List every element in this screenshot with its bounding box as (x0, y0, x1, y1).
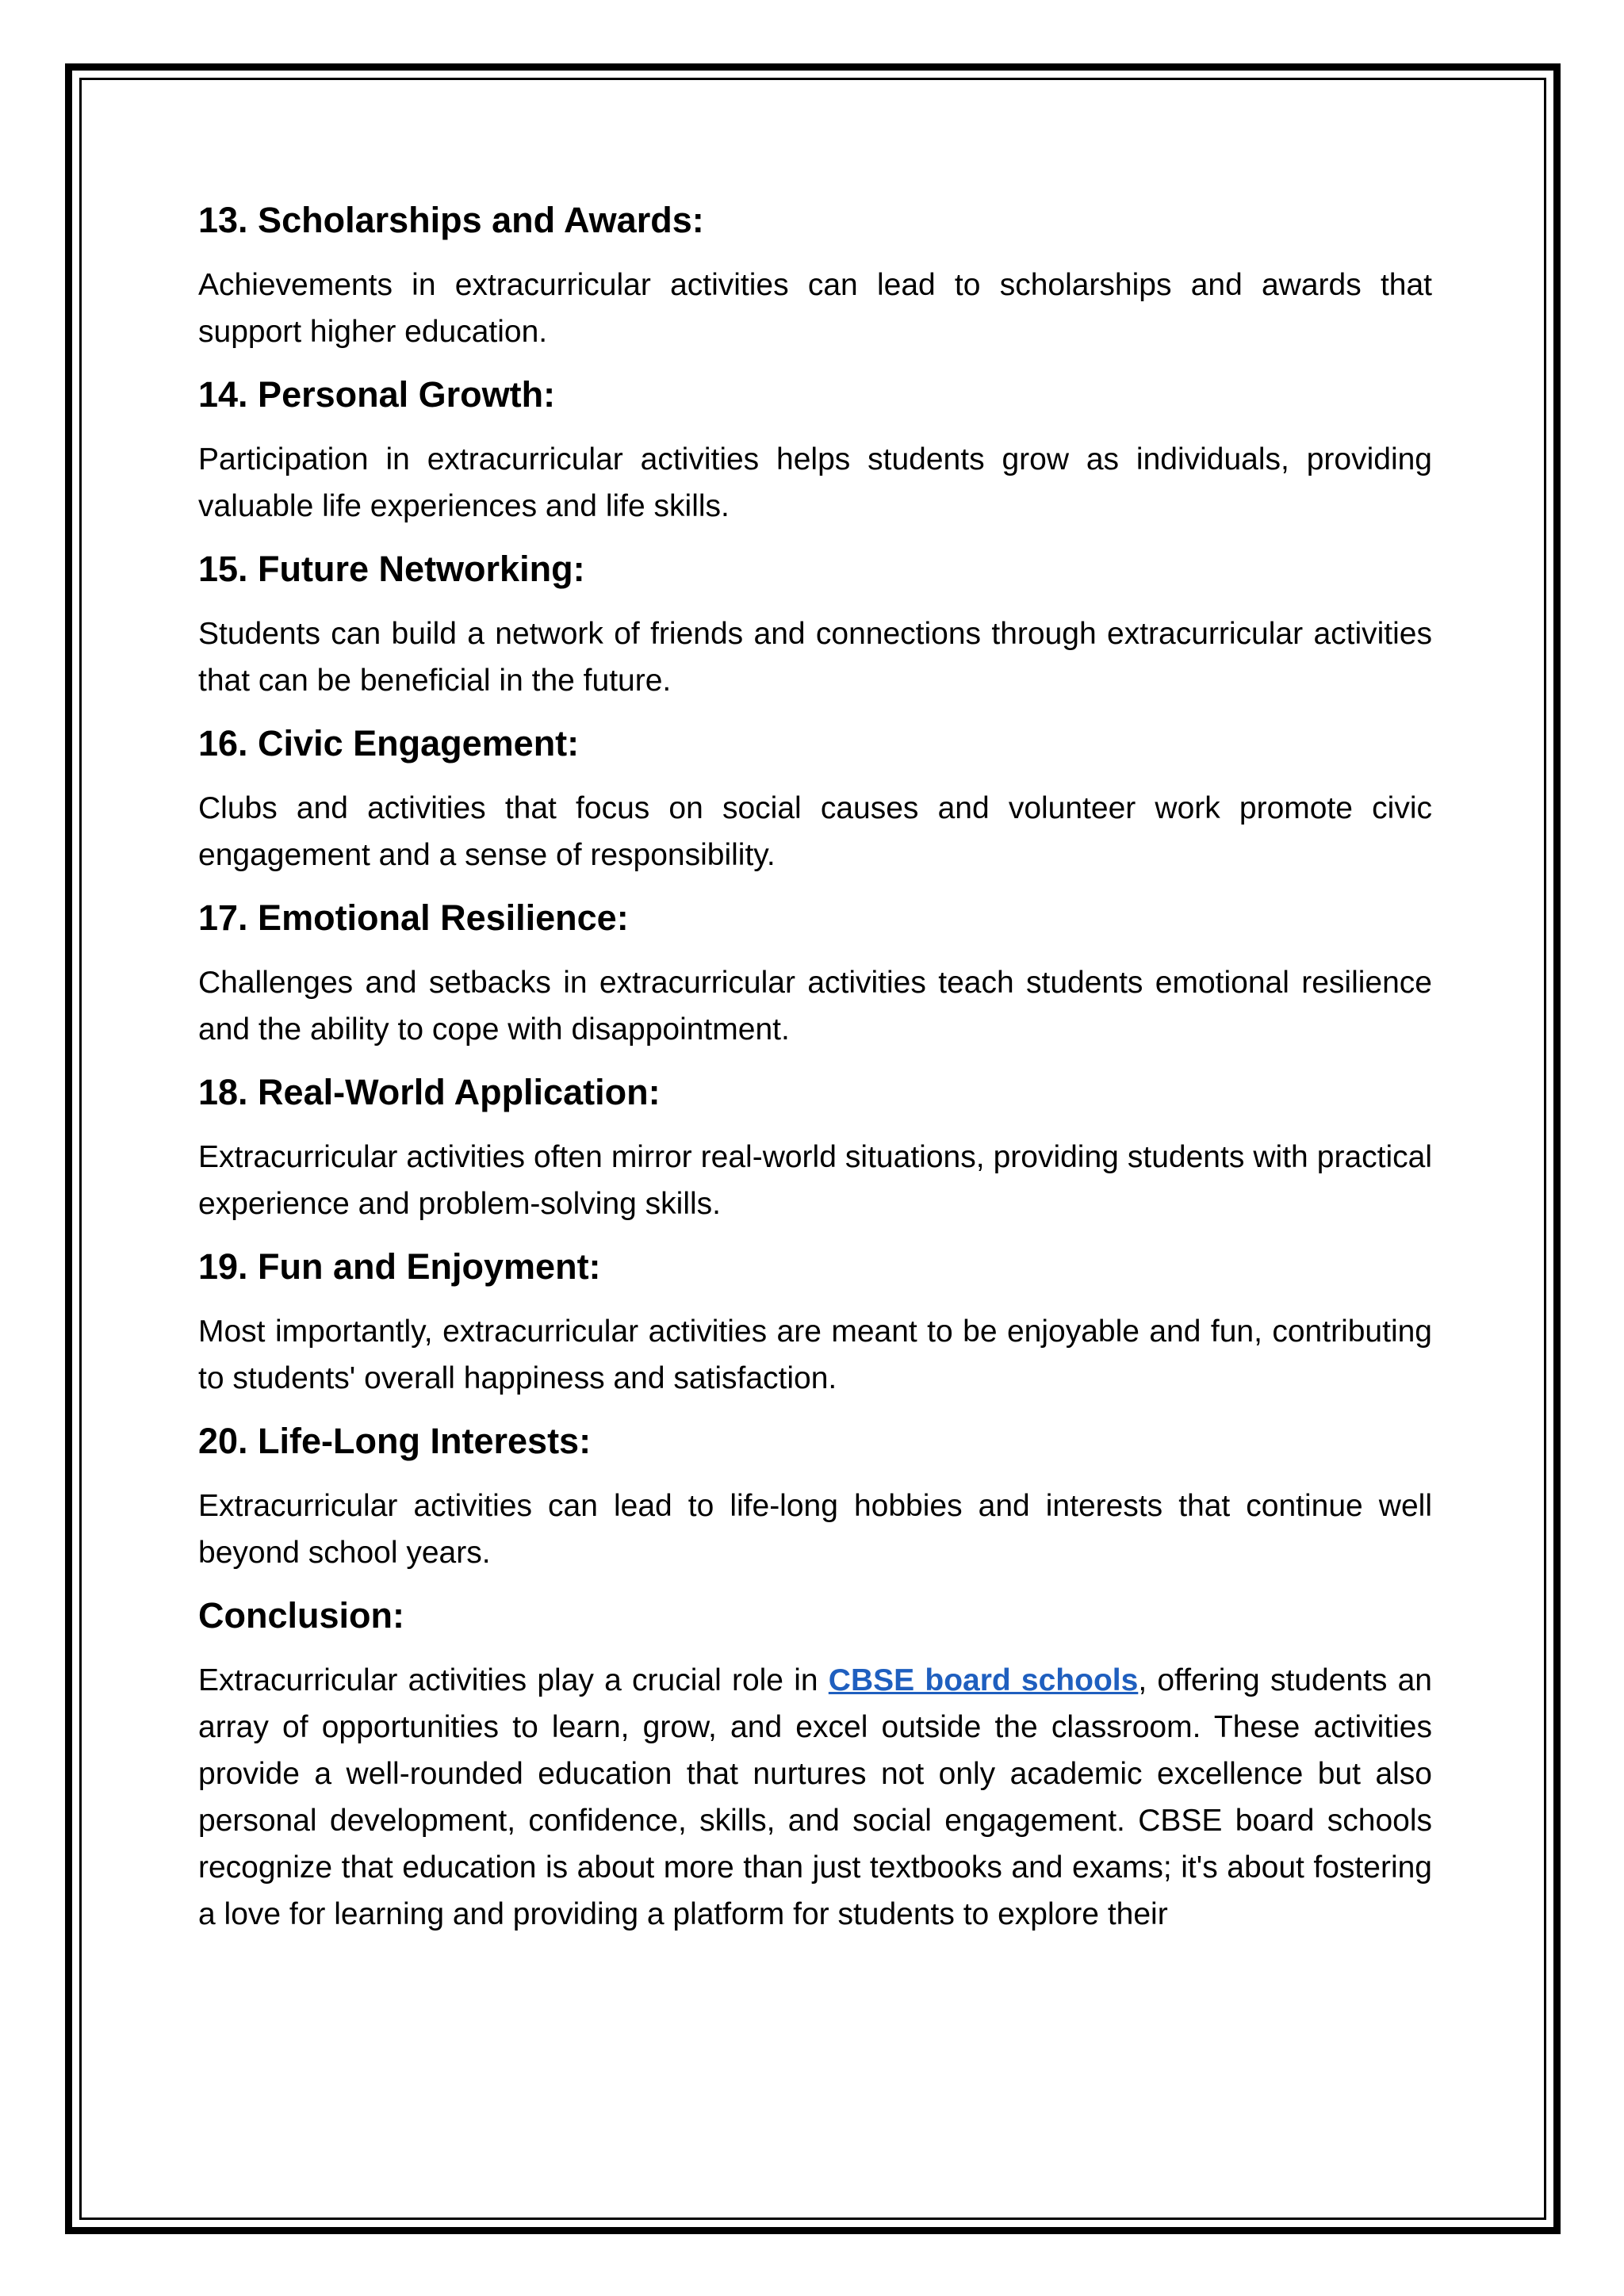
section-heading: 20. Life-Long Interests: (198, 1421, 592, 1461)
section-real-world-application (198, 1069, 1432, 1227)
section-conclusion (198, 1592, 1432, 1938)
section-fun-and-enjoyment (198, 1243, 1432, 1402)
section-body: Extracurricular activities often mirror real-world situations, providing students with practical experience and problem-solving skills. (198, 1140, 1432, 1221)
section-heading: 13. Scholarships and Awards: (198, 200, 704, 240)
section-scholarships (198, 197, 1432, 355)
cbse-board-schools-link[interactable]: CBSE board schools (828, 1663, 1139, 1697)
section-heading: 17. Emotional Resilience: (198, 897, 629, 938)
section-heading: 18. Real-World Application: (198, 1072, 661, 1112)
section-body: Extracurricular activities can lead to life-long hobbies and interests that continue well beyond school years. (198, 1489, 1432, 1570)
conclusion-text-before-link: Extracurricular activities play a crucial role in (198, 1663, 829, 1697)
section-body: Challenges and setbacks in extracurricular activities teach students emotional resilience and the ability to cope with disappointment. (198, 966, 1432, 1047)
conclusion-text-after-link: , offering students an array of opportunities to learn, grow, and excel outside the classroom. These activities provide a well-rounded education that nurtures not only academic excellence but also personal development, confidence, skills, and social engagement. CBSE board schools recognize that education is about more than just textbooks and exams; it's about fostering a love for learning and providing a platform for students to explore their (198, 1663, 1432, 1931)
section-body: Most importantly, extracurricular activities are meant to be enjoyable and fun, contributing to students' overall happiness and satisfaction. (198, 1314, 1432, 1395)
section-heading: 14. Personal Growth: (198, 374, 556, 415)
conclusion-body (198, 1657, 1432, 1938)
section-body: Clubs and activities that focus on social causes and volunteer work promote civic engagement and a sense of responsibility. (198, 791, 1432, 872)
section-emotional-resilience (198, 894, 1432, 1053)
section-heading: 16. Civic Engagement: (198, 723, 580, 763)
section-body: Students can build a network of friends and connections through extracurricular activities that can be beneficial in the future. (198, 617, 1432, 698)
section-civic-engagement (198, 720, 1432, 878)
section-personal-growth (198, 371, 1432, 530)
section-body: Participation in extracurricular activities helps students grow as individuals, providing valuable life experiences and life skills. (198, 442, 1432, 523)
section-heading: 15. Future Networking: (198, 549, 585, 589)
section-heading: 19. Fun and Enjoyment: (198, 1246, 601, 1287)
section-body: Achievements in extracurricular activities can lead to scholarships and awards that support higher education. (198, 268, 1432, 349)
document-content (198, 197, 1432, 1954)
conclusion-heading: Conclusion: (198, 1595, 404, 1636)
section-future-networking (198, 545, 1432, 704)
section-life-long-interests (198, 1418, 1432, 1576)
